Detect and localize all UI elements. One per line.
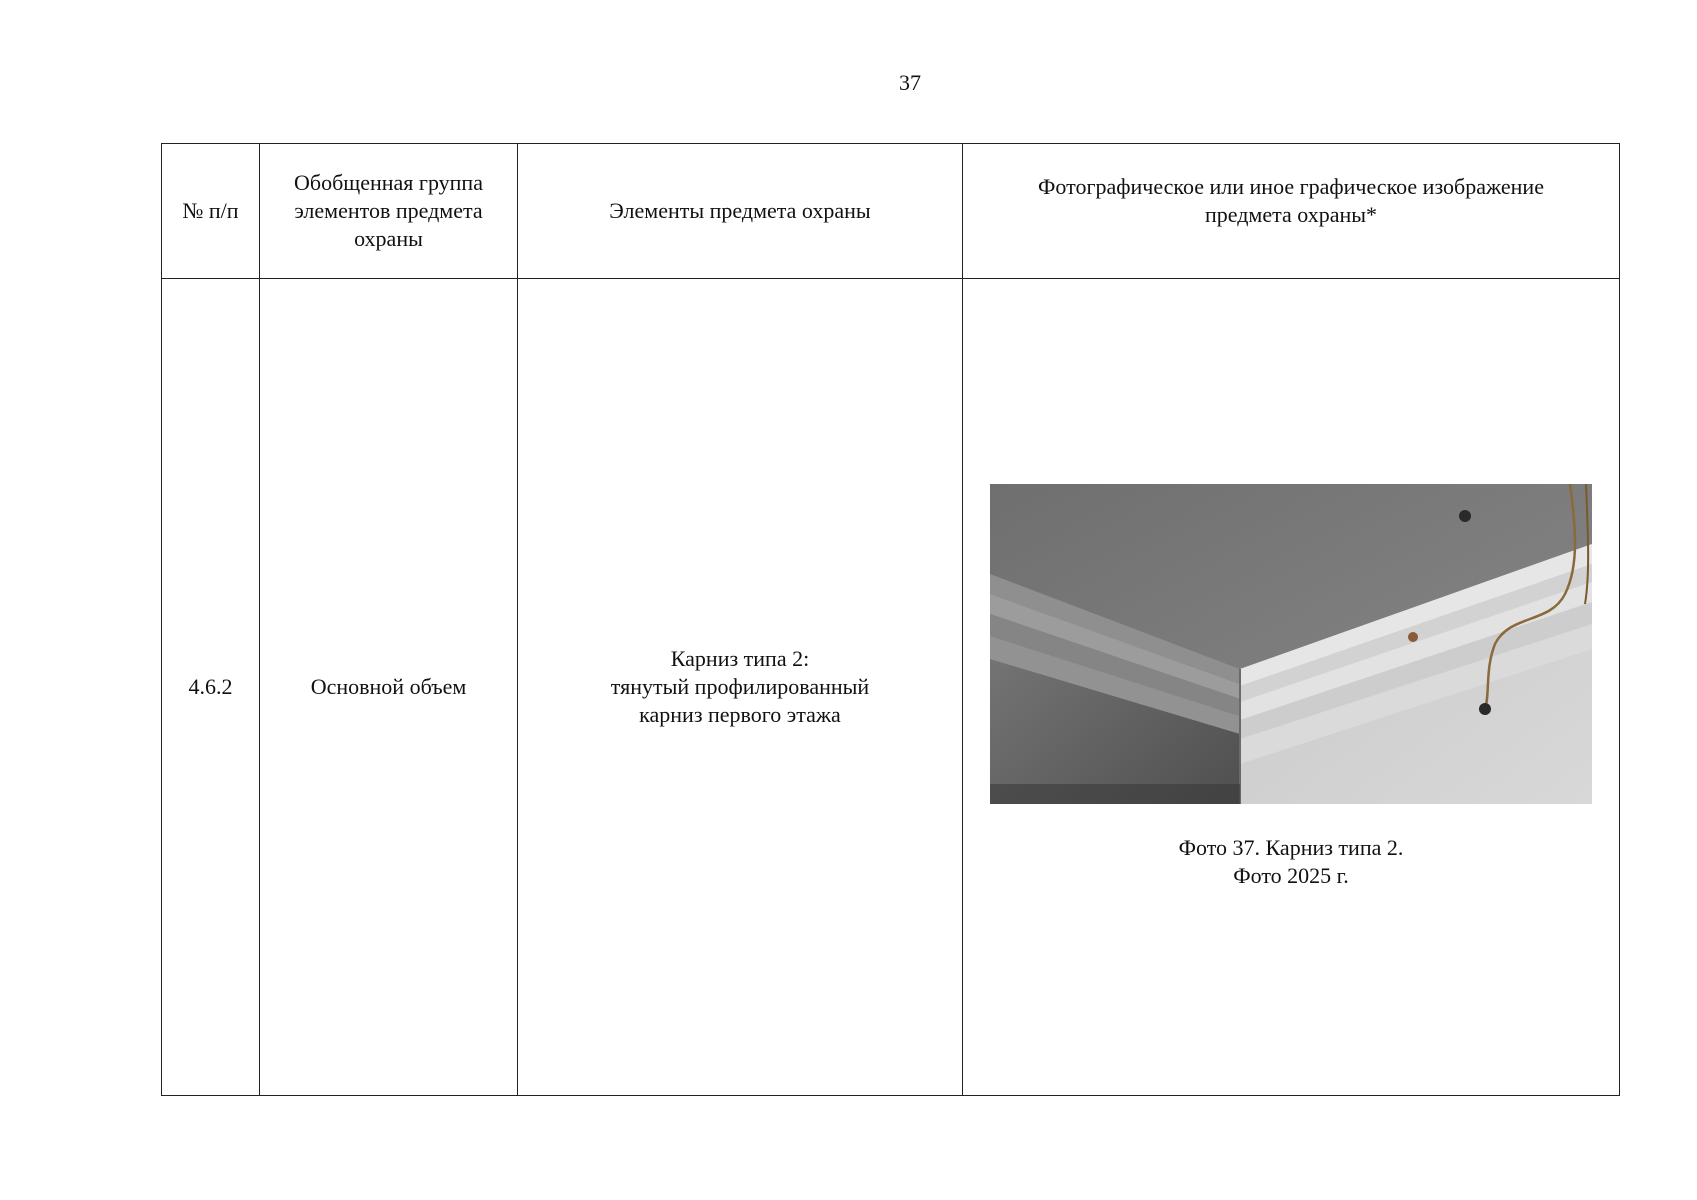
- photo-caption-line: Фото 2025 г.: [1233, 863, 1349, 888]
- row-element-line: тянутый профилированный: [610, 674, 870, 699]
- header-photo-line: Фотографическое или иное графическое изображение: [1038, 174, 1544, 199]
- row-element-line: карниз первого этажа: [639, 702, 841, 727]
- row-element: [518, 279, 963, 1096]
- header-elements: Элементы предмета охраны: [518, 144, 963, 279]
- cornice-photo: [990, 484, 1592, 804]
- row-photo: [963, 279, 1620, 1096]
- header-photo: [963, 144, 1620, 279]
- row-element-line: Карниз типа 2:: [670, 646, 810, 671]
- table-header-row: [162, 144, 1620, 279]
- row-group: Основной объем: [260, 279, 518, 1096]
- protection-table: [161, 143, 1620, 1096]
- header-group-line: охраны: [354, 226, 423, 251]
- header-num: № п/п: [162, 144, 260, 279]
- header-group: [260, 144, 518, 279]
- header-photo-line: предмета охраны*: [1204, 202, 1378, 227]
- header-group-line: элементов предмета: [294, 198, 483, 223]
- header-group-line: Обобщенная группа: [294, 170, 483, 195]
- page-number: 37: [899, 70, 921, 95]
- row-num: 4.6.2: [162, 279, 260, 1096]
- photo-caption-line: Фото 37. Карниз типа 2.: [1178, 835, 1404, 860]
- photo-caption: [973, 834, 1609, 890]
- table-row: [162, 279, 1620, 1096]
